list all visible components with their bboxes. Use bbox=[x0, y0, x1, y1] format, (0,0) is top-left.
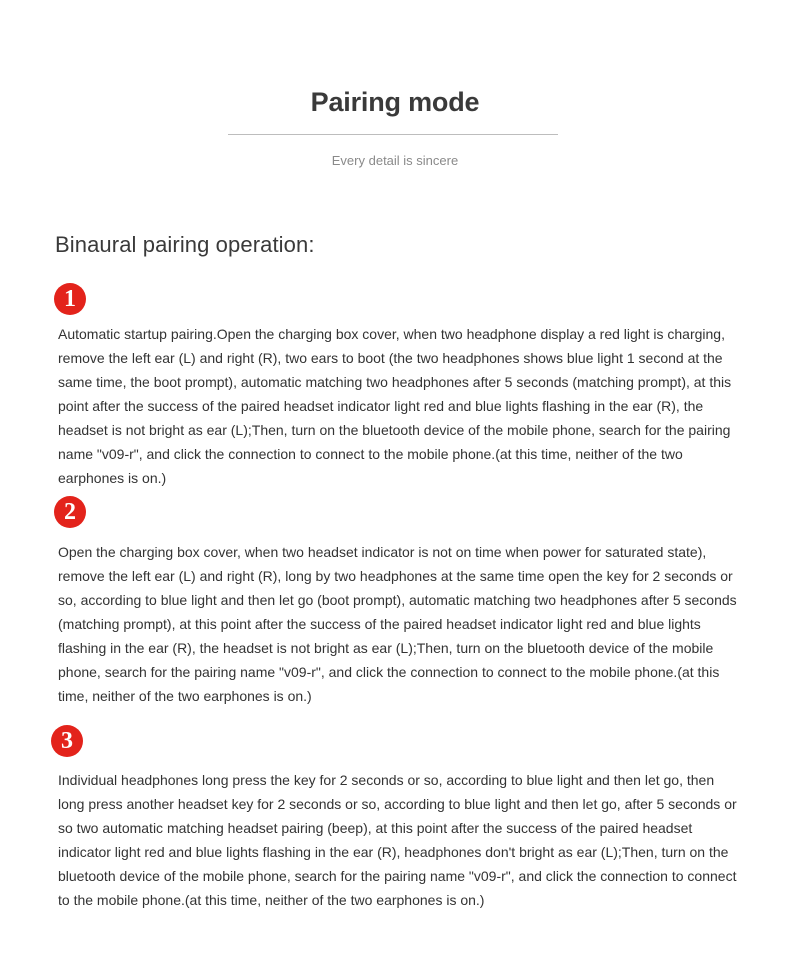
page-title: Pairing mode bbox=[310, 87, 480, 117]
step-3-number-badge: 3 bbox=[51, 725, 83, 757]
step-3-text: Individual headphones long press the key for 2 seconds or so, according to blue light and then let go, then long press another headset key for 2 seconds or so, according to blue light and then let go, after 5 seconds or so two automatic matching headset pairing (beep), at this point after the success of the paired headset indicator light red and blue lights flashing in the ear (R), headphones don't bright as ear (L);Then, turn on the bluetooth device of the mobile phone, search for the pairing name "v09-r", and click the connection to connect to the mobile phone.(at this time, neither of the two earphones is on.) bbox=[58, 772, 737, 908]
step-2-number-badge: 2 bbox=[54, 496, 86, 528]
section-heading: Binaural pairing operation: bbox=[55, 232, 315, 257]
page-subtitle: Every detail is sincere bbox=[331, 153, 459, 168]
step-1-number-badge: 1 bbox=[54, 283, 86, 315]
title-divider bbox=[228, 134, 558, 135]
step-2-text: Open the charging box cover, when two headset indicator is not on time when power for saturated state), remove the left ear (L) and right (R), long by two headphones at the same time open the key for 2 seconds or so, according to blue light and then let go (boot prompt), automatic matching two headphones after 5 seconds (matching prompt), at this point after the success of the paired headset indicator light red and blue lights flashing in the ear (R), the headset is not bright as ear (L);Then, turn on the bluetooth device of the mobile phone, search for the pairing name "v09-r", and click the connection to connect to the mobile phone.(at this time, neither of the two earphones is on.) bbox=[58, 544, 737, 704]
step-1-text: Automatic startup pairing.Open the charging box cover, when two headphone display a red light is charging, remove the left ear (L) and right (R), two ears to boot (the two headphones shows blue light 1 second at the same time, the boot prompt), automatic matching two headphones after 5 seconds (matching prompt), at this point after the success of the paired headset indicator light red and blue lights flashing in the ear (R), the headset is not bright as ear (L);Then, turn on the bluetooth device of the mobile phone, search for the pairing name "v09-r", and click the connection to connect to the mobile phone.(at this time, neither of the two earphones is on.) bbox=[58, 326, 732, 486]
